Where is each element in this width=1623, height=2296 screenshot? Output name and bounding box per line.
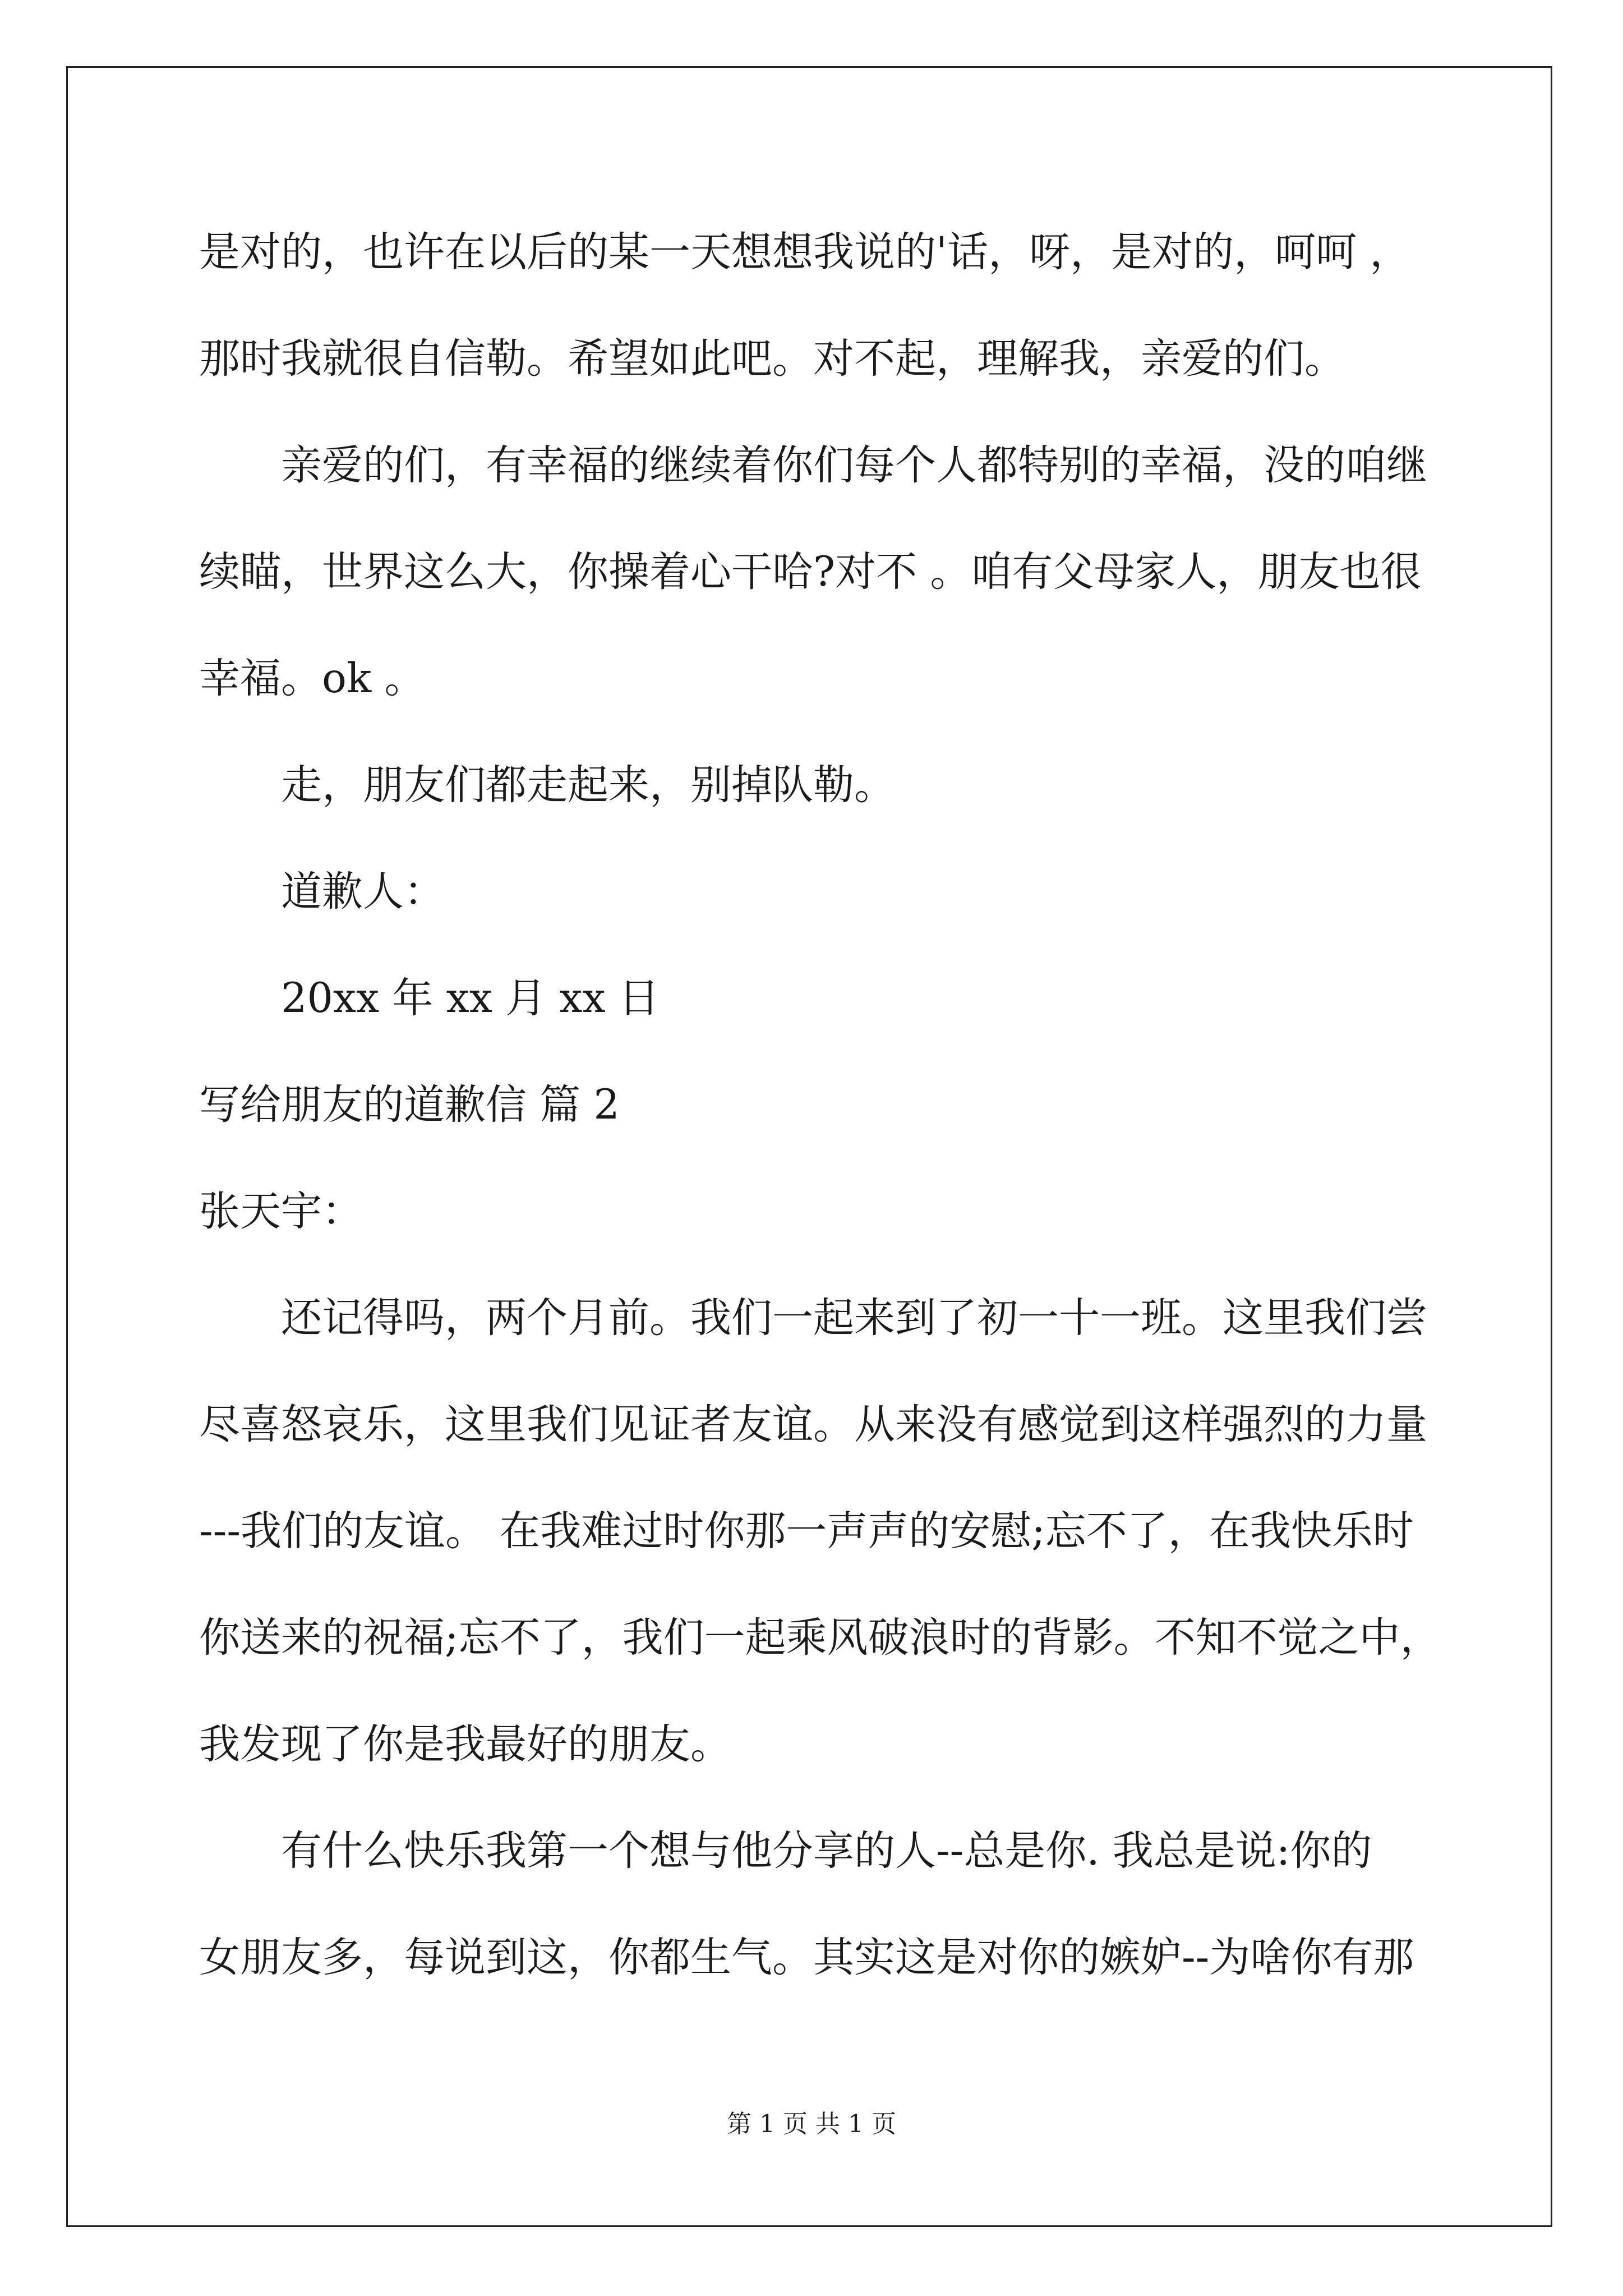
text-line: ---我们的友谊。 在我难过时你那一声声的安慰;忘不了，在我快乐时	[199, 1507, 1414, 1555]
text-line: 尽喜怒哀乐，这里我们见证者友谊。从来没有感觉到这样强烈的力量	[199, 1401, 1427, 1448]
section-heading: 写给朋友的道歉信 篇 2	[199, 1081, 620, 1129]
text-line: 我发现了你是我最好的朋友。	[199, 1720, 731, 1768]
paragraph-line: 有什么快乐我第一个想与他分享的人--总是你. 我总是说:你的	[281, 1827, 1372, 1875]
paragraph-line: 亲爱的们，有幸福的继续着你们每个人都特别的幸福，没的咱继	[281, 441, 1427, 489]
paragraph-line: 走，朋友们都走起来，别掉队勒。	[281, 761, 895, 809]
page-footer: 第 1 页 共 1 页	[727, 2110, 896, 2138]
date-line: 20xx 年 xx 月 xx 日	[281, 974, 660, 1022]
signature-label: 道歉人：	[281, 868, 445, 915]
page-border	[66, 66, 1552, 2227]
text-line: 幸福。ok 。	[199, 655, 426, 702]
text-line: 是对的，也许在以后的某一天想想我说的'话，呀，是对的，呵呵 ，	[199, 228, 1411, 276]
paragraph-line: 还记得吗，两个月前。我们一起来到了初一十一班。这里我们尝	[281, 1294, 1427, 1342]
text-line: 续瞄，世界这么大，你操着心干哈?对不 。咱有父母家人，朋友也很	[199, 548, 1422, 596]
text-line: 你送来的祝福;忘不了，我们一起乘风破浪时的背影。不知不觉之中，	[199, 1614, 1441, 1662]
salutation: 张天宇：	[199, 1188, 363, 1235]
text-line: 女朋友多，每说到这，你都生气。其实这是对你的嫉妒--为啥你有那	[199, 1934, 1414, 1981]
text-line: 那时我就很自信勒。希望如此吧。对不起，理解我，亲爱的们。	[199, 335, 1345, 383]
